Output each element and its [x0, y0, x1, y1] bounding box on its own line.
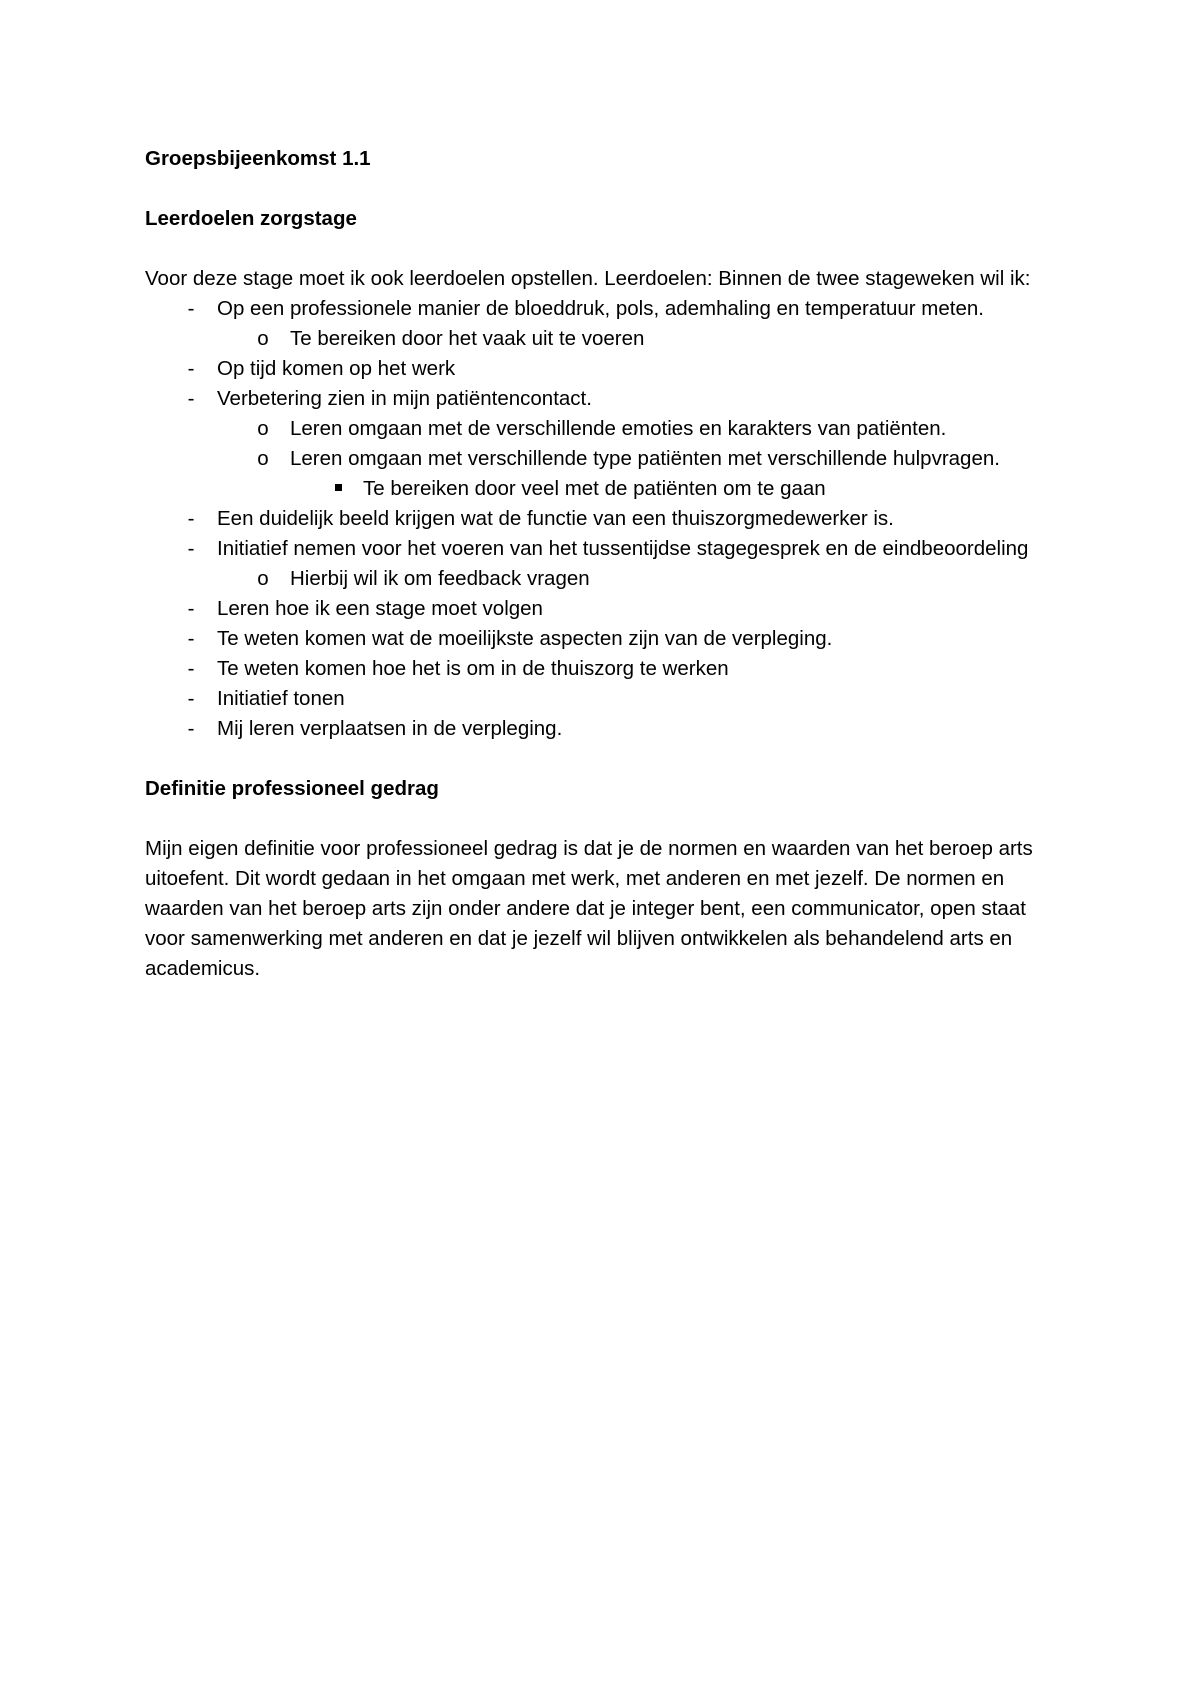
- definition-paragraph: Mijn eigen definitie voor professioneel gedrag is dat je de normen en waarden van het beroep arts uitoefent. Dit wordt gedaan in het omgaan met werk, met anderen en met jezelf. De normen en waarden van het beroep arts zijn onder andere dat je integer bent, een communicator, open staat voor samenwerking met anderen en dat je jezelf wil blijven ontwikkelen als behandelend arts en academicus.: [145, 837, 1033, 980]
- list-item: [145, 504, 1065, 534]
- document-title: Groepsbijeenkomst 1.1: [145, 147, 371, 170]
- list-item-text: Op tijd komen op het werk: [217, 357, 456, 380]
- list-item-text: Mij leren verplaatsen in de verpleging.: [217, 717, 563, 740]
- list-item: [145, 684, 1065, 714]
- list-item: [145, 444, 1065, 474]
- dash-bullet: -: [187, 687, 195, 710]
- list-item-text: Leren omgaan met verschillende type patiënten met verschillende hulpvragen.: [290, 447, 1000, 470]
- list-item-text: Een duidelijk beeld krijgen wat de functie van een thuiszorgmedewerker is.: [217, 507, 894, 530]
- dash-bullet: -: [187, 507, 195, 530]
- document-body: [145, 144, 1065, 984]
- list-item: [145, 564, 1065, 594]
- dash-bullet: -: [187, 717, 195, 740]
- section-heading-leerdoelen: Leerdoelen zorgstage: [145, 207, 357, 230]
- list-item-text: Op een professionele manier de bloeddruk, pols, ademhaling en temperatuur meten.: [217, 297, 984, 320]
- list-item: [145, 354, 1065, 384]
- list-item: [145, 324, 1065, 354]
- list-item: [145, 654, 1065, 684]
- list-item-text: Te bereiken door het vaak uit te voeren: [290, 327, 645, 350]
- circle-bullet: o: [257, 417, 269, 440]
- dash-bullet: -: [187, 297, 195, 320]
- circle-bullet: o: [257, 327, 269, 350]
- list-item: [145, 414, 1065, 444]
- dash-bullet: -: [187, 597, 195, 620]
- list-item: [145, 714, 1065, 744]
- list-item-text: Initiatief tonen: [217, 687, 345, 710]
- dash-bullet: -: [187, 657, 195, 680]
- list-item-text: Verbetering zien in mijn patiëntencontact.: [217, 387, 592, 410]
- list-item-text: Te bereiken door veel met de patiënten om te gaan: [363, 477, 826, 500]
- list-item: [145, 294, 1065, 324]
- learning-goals-list: [145, 294, 1065, 744]
- list-item-text: Leren omgaan met de verschillende emoties en karakters van patiënten.: [290, 417, 947, 440]
- square-bullet-icon: [328, 474, 348, 504]
- list-item: [145, 624, 1065, 654]
- circle-bullet: o: [257, 447, 269, 470]
- dash-bullet: -: [187, 627, 195, 650]
- list-item-text: Initiatief nemen voor het voeren van het tussentijdse stagegesprek en de eindbeoordeling: [217, 537, 1029, 560]
- dash-bullet: -: [187, 357, 195, 380]
- list-item: [145, 534, 1065, 564]
- list-item-text: Leren hoe ik een stage moet volgen: [217, 597, 543, 620]
- intro-paragraph: Voor deze stage moet ik ook leerdoelen opstellen. Leerdoelen: Binnen de twee stageweken wil ik:: [145, 267, 1031, 290]
- dash-bullet: -: [187, 537, 195, 560]
- list-item-text: Te weten komen hoe het is om in de thuiszorg te werken: [217, 657, 729, 680]
- dash-bullet: -: [187, 387, 195, 410]
- list-item-text: Te weten komen wat de moeilijkste aspecten zijn van de verpleging.: [217, 627, 833, 650]
- list-item-text: Hierbij wil ik om feedback vragen: [290, 567, 590, 590]
- list-item: [145, 474, 1065, 504]
- circle-bullet: o: [257, 567, 269, 590]
- list-item: [145, 384, 1065, 414]
- list-item: [145, 594, 1065, 624]
- section-heading-definitie: Definitie professioneel gedrag: [145, 777, 439, 800]
